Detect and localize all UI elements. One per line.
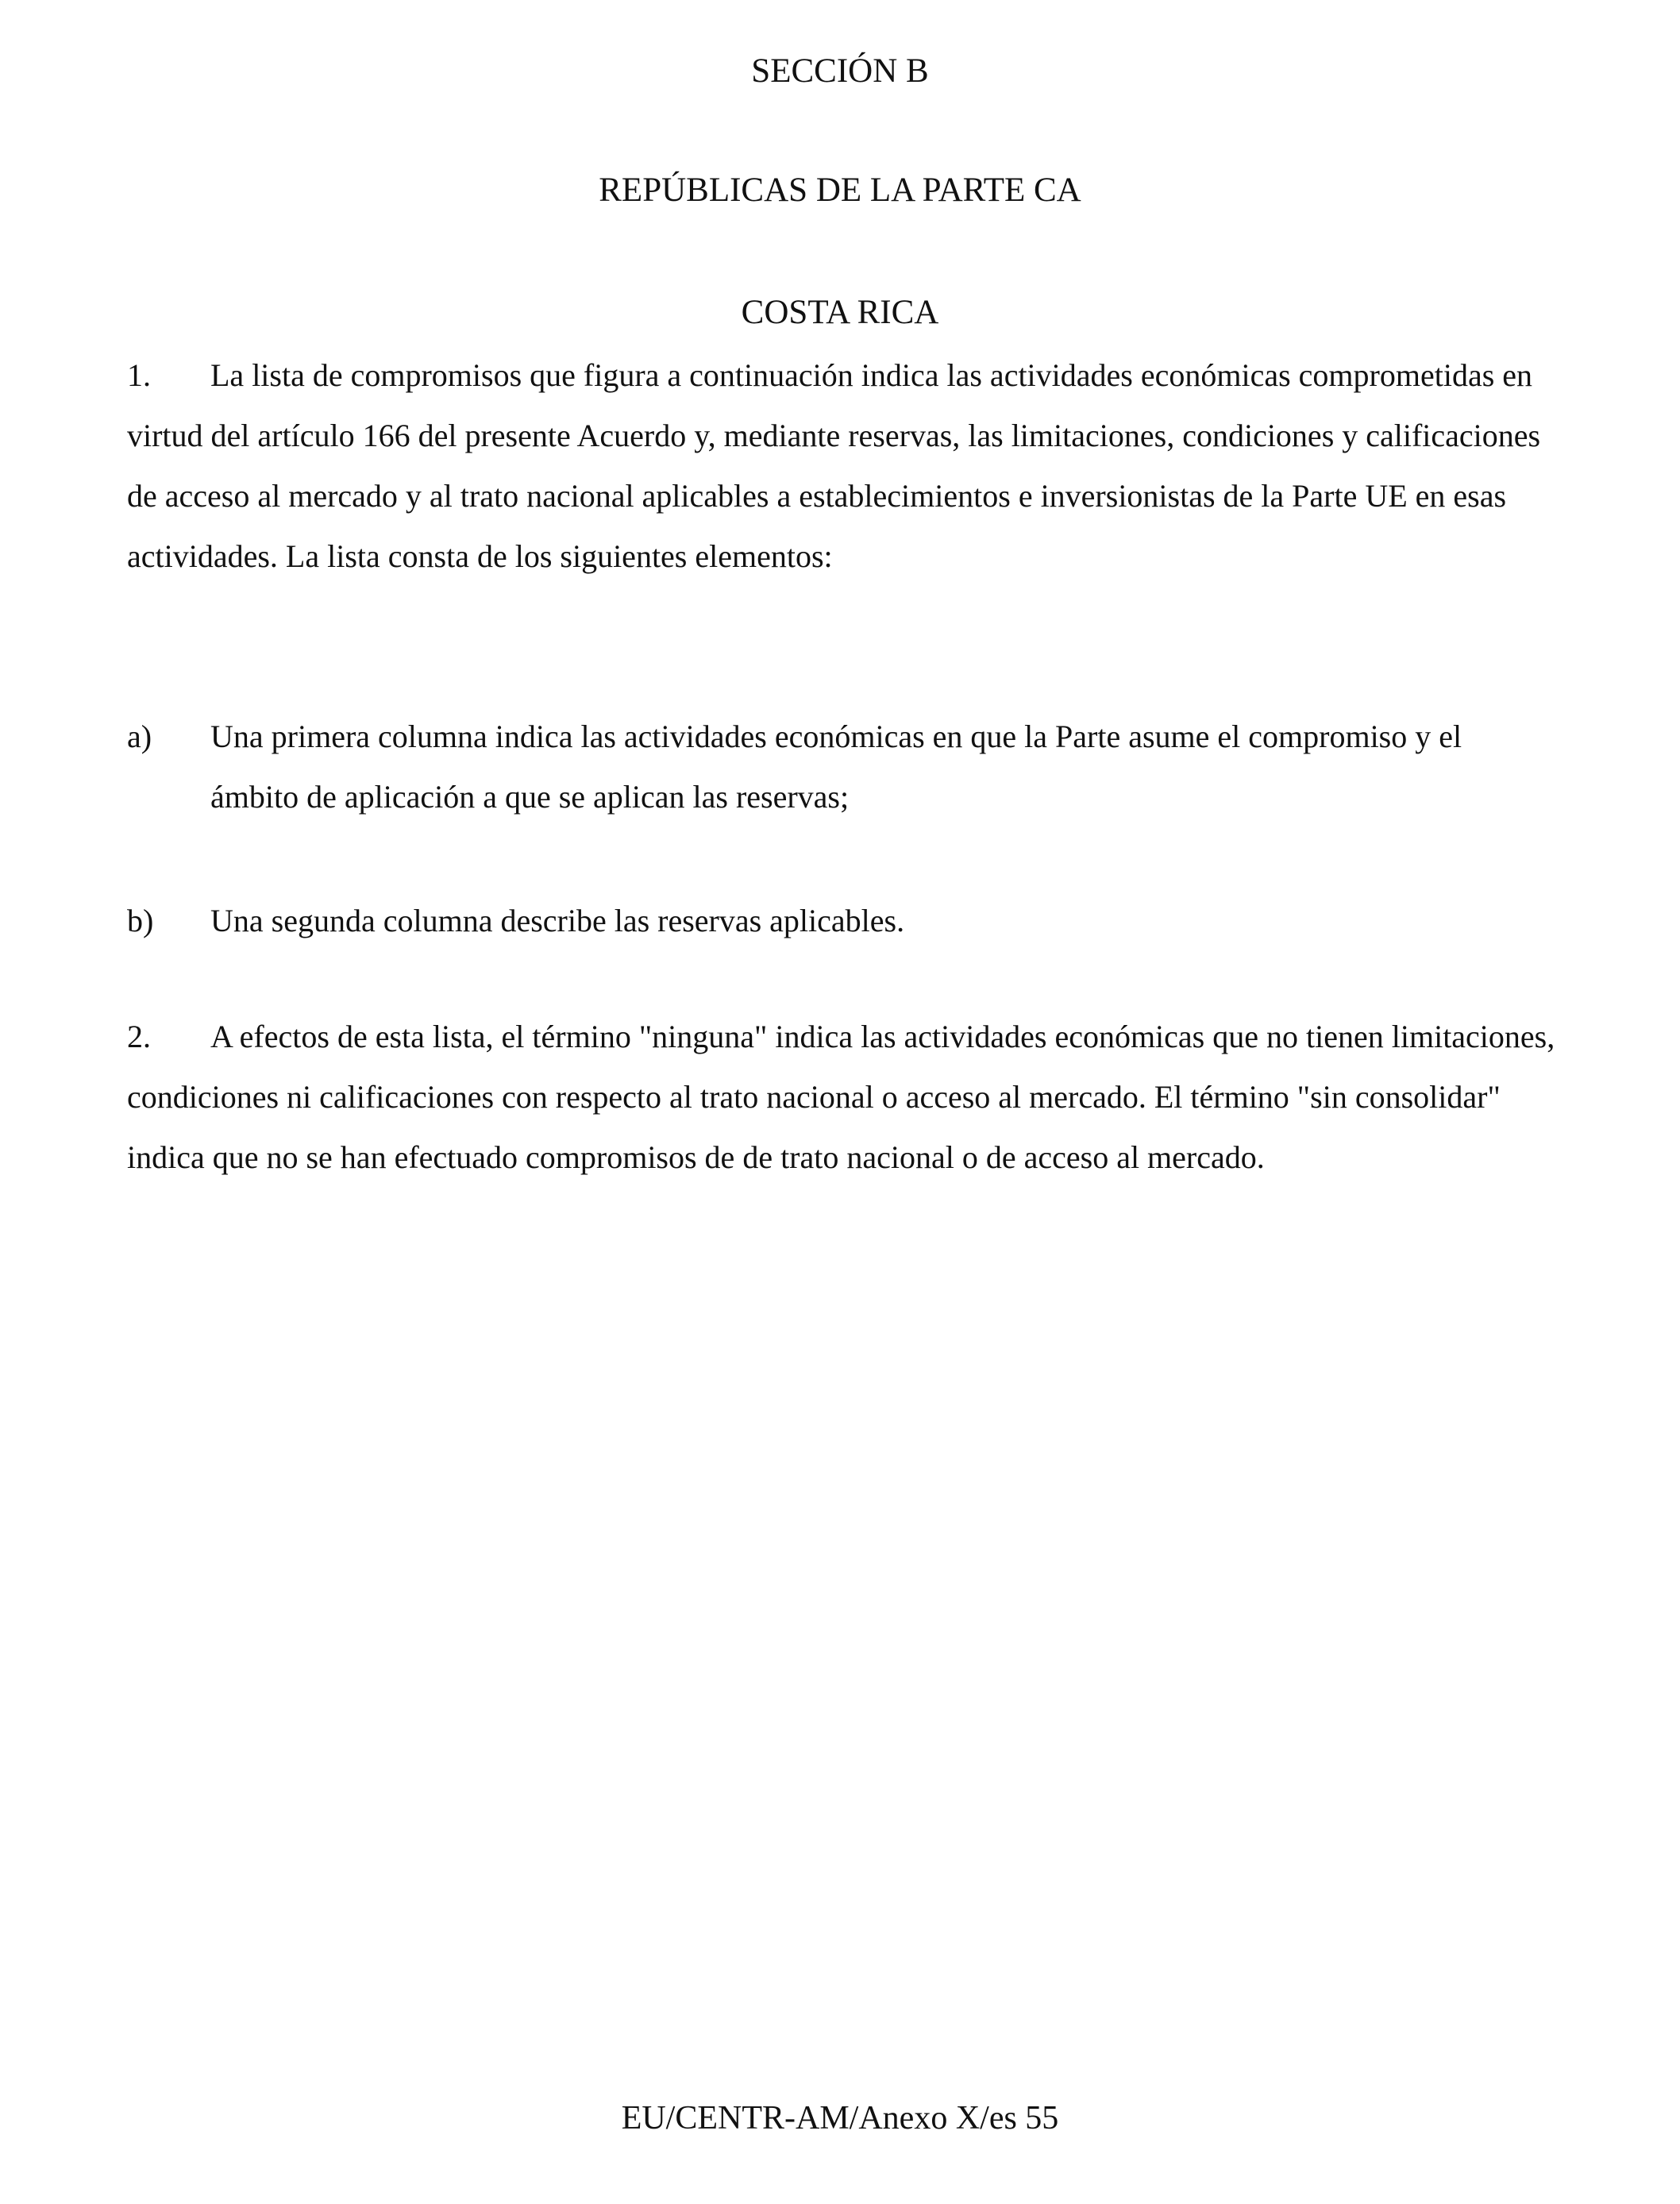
paragraph-number: 1.	[127, 357, 151, 393]
list-item-b	[127, 891, 1556, 951]
country-heading: COSTA RICA	[741, 294, 939, 331]
list-item-marker: b)	[127, 903, 154, 938]
paragraph-text: A efectos de esta lista, el término "ninguna" indica las actividades económicas que no tienen limitaciones, condiciones ni calificaciones con respecto al trato nacional o acceso al mercado. El término "sin consolidar" indica que no se han efectuado compromisos de de trato nacional o de acceso al mercado.	[127, 1019, 1555, 1175]
section-title: SECCIÓN B	[751, 52, 929, 90]
list-item-text: Una primera columna indica las actividades económicas en que la Parte asume el compromiso y el ámbito de aplicación a que se aplican las reservas;	[210, 719, 1462, 815]
section-subtitle: REPÚBLICAS DE LA PARTE CA	[599, 171, 1081, 209]
list-item-a	[127, 707, 1556, 827]
paragraph-1	[127, 345, 1556, 587]
paragraph-number: 2.	[127, 1019, 151, 1054]
paragraph-2	[127, 1007, 1556, 1188]
list-item-text: Una segunda columna describe las reservas aplicables.	[210, 903, 905, 938]
page-footer: EU/CENTR-AM/Anexo X/es 55	[621, 2100, 1059, 2137]
list-item-marker: a)	[127, 719, 152, 754]
paragraph-text: La lista de compromisos que figura a continuación indica las actividades económicas comprometidas en virtud del artículo 166 del presente Acuerdo y, mediante reservas, las limitaciones, condiciones y calificaciones de acceso al mercado y al trato nacional aplicables a establecimientos e inversionistas de la Parte UE en esas actividades. La lista consta de los siguientes elementos:	[127, 357, 1541, 574]
